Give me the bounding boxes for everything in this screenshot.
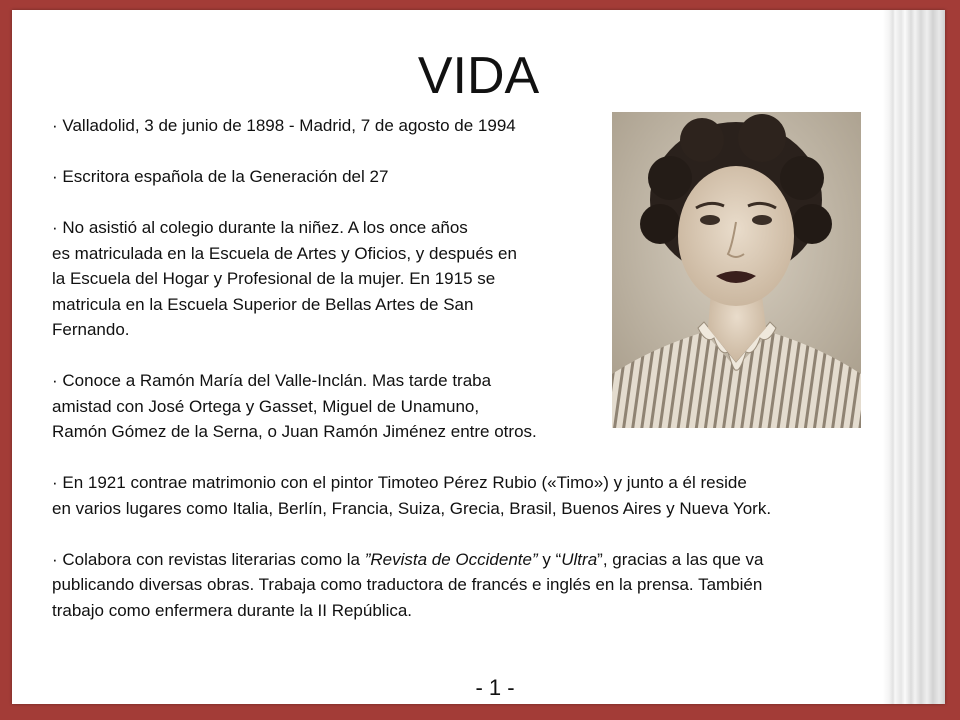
text-segment: ”, gracias a las que va xyxy=(597,549,764,569)
magazine-ultra: Ultra xyxy=(561,549,598,569)
text-line: Fernando. xyxy=(52,320,130,339)
text-line: · No asistió al colegio durante la niñez. A los once años xyxy=(52,218,468,237)
text-line: Ramón Gómez de la Serna, o Juan Ramón Jiménez entre otros. xyxy=(52,422,537,441)
paragraph-generation: · Escritora española de la Generación del 27 xyxy=(52,167,389,186)
text-line: trabajo como enfermera durante la II República. xyxy=(52,600,413,620)
slide xyxy=(12,10,945,704)
paragraph-education xyxy=(52,215,602,343)
text-line: amistad con José Ortega y Gasset, Miguel de Unamuno, xyxy=(52,396,480,416)
text-line: · En 1921 contrae matrimonio con el pintor Timoteo Pérez Rubio («Timo») y junto a él reside xyxy=(52,473,747,492)
text-line: es matriculada en la Escuela de Artes y Oficios, y después en xyxy=(52,243,517,263)
text-line: · Conoce a Ramón María del Valle-Inclán. Mas tarde traba xyxy=(52,371,492,390)
text-line: publicando diversas obras. Trabaja como traductora de francés e inglés en la prensa. También xyxy=(52,575,763,594)
text-segment: · Colabora con revistas literarias como la xyxy=(52,549,365,569)
text-line: matricula en la Escuela Superior de Bellas Artes de San xyxy=(52,294,474,314)
text-line: en varios lugares como Italia, Berlín, Francia, Suiza, Grecia, Brasil, Buenos Aires y Nueva York. xyxy=(52,498,772,518)
text-segment: y “ xyxy=(537,549,562,569)
text-line: la Escuela del Hogar y Profesional de la mujer. En 1915 se xyxy=(52,269,496,288)
slide-title: VIDA xyxy=(417,47,540,105)
paragraph-marriage xyxy=(52,470,872,521)
paragraph-career xyxy=(52,547,872,624)
paragraph-friendships xyxy=(52,368,602,445)
page-edges xyxy=(883,10,945,704)
body-text xyxy=(52,113,872,623)
page-number: - 1 - xyxy=(475,675,515,700)
magazine-occidente: ”Revista de Occidente” xyxy=(364,549,538,569)
text-line xyxy=(52,547,872,573)
paragraph-birth: · Valladolid, 3 de junio de 1898 - Madrid, 7 de agosto de 1994 xyxy=(52,116,516,135)
